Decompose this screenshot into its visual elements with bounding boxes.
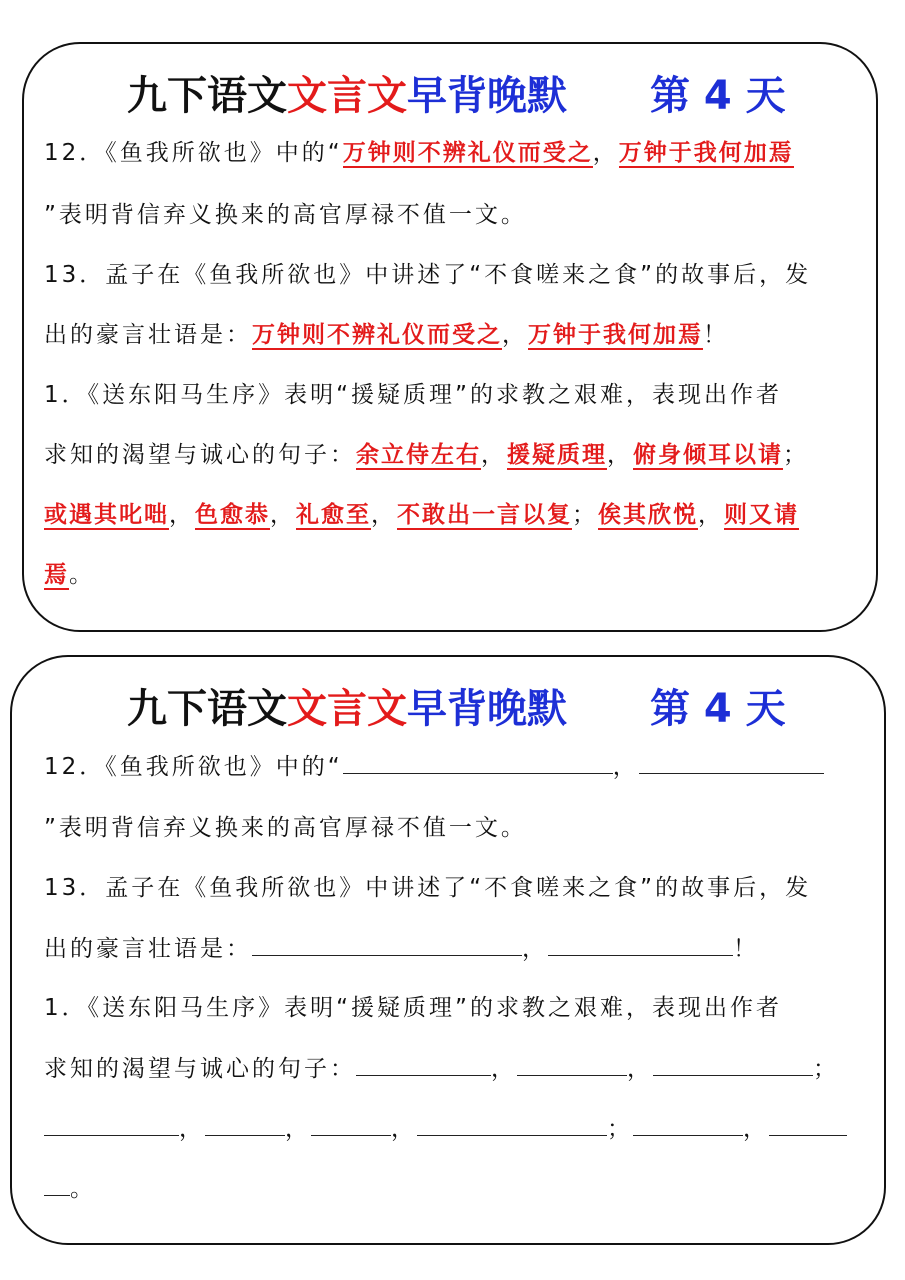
punct-comma: ， [698, 502, 724, 528]
q12-prefix: 12．《鱼我所欲也》中的“ [44, 754, 343, 780]
q13-prefix: 出的豪言壮语是： [44, 936, 252, 962]
q1-blank-9[interactable] [769, 1113, 847, 1136]
title-part-grade: 九下语文 [127, 73, 287, 119]
title-part-recite: 早背晚默 [407, 686, 567, 732]
q1-answer-2: 援疑质理 [507, 442, 607, 468]
q1-line3 [44, 500, 799, 530]
q1-line1: 1．《送东阳马生序》表明“援疑质理”的求教之艰难，表现出作者 [44, 382, 782, 408]
punct-comma: ， [607, 442, 633, 468]
q13-sep: ， [522, 936, 548, 962]
punct-comma: ， [270, 502, 296, 528]
q1-blank-8[interactable] [633, 1113, 743, 1136]
punct-comma: ， [169, 502, 195, 528]
card-title [24, 68, 876, 124]
q12-line2: ”表明背信弃义换来的高官厚禄不值一文。 [44, 202, 527, 228]
punct-comma: ， [481, 442, 507, 468]
q1-answer-4: 或遇其叱咄 [44, 502, 169, 528]
punct-semicolon: ； [783, 442, 809, 468]
q12-sep: ， [612, 754, 639, 780]
q1-prefix: 求知的渴望与诚心的句子： [44, 1056, 356, 1082]
q1-answer-5: 色愈恭 [195, 502, 270, 528]
title-part-recite: 早背晚默 [407, 73, 567, 119]
q13-answer-1: 万钟则不辨礼仪而受之 [252, 322, 502, 348]
q1-blank-2[interactable] [517, 1053, 627, 1076]
q1-line2 [44, 1053, 839, 1084]
q1-answer-1: 余立侍左右 [356, 442, 481, 468]
q12-answer-2: 万钟于我何加焉 [618, 140, 794, 166]
q12-line2: ”表明背信弃义换来的高官厚禄不值一文。 [44, 815, 527, 841]
q1-blank-6[interactable] [311, 1113, 391, 1136]
q1-answer-10: 焉 [44, 562, 69, 588]
title-part-grade: 九下语文 [127, 686, 287, 732]
q1-answer-9: 则又请 [724, 502, 799, 528]
q1-line3 [44, 1113, 847, 1144]
q1-blank-4[interactable] [44, 1113, 179, 1136]
q13-line2 [44, 933, 759, 964]
q13-line1: 13．孟子在《鱼我所欲也》中讲述了“不食嗟来之食”的故事后，发 [44, 875, 812, 901]
punct-comma: ， [743, 1116, 769, 1142]
punct-comma: ， [285, 1116, 311, 1142]
q1-blank-1[interactable] [356, 1053, 491, 1076]
punct-comma: ， [627, 1056, 653, 1082]
q13-prefix: 出的豪言壮语是： [44, 322, 252, 348]
punct-period: 。 [70, 1176, 96, 1202]
q13-end: ！ [733, 936, 759, 962]
q13-sep: ， [502, 322, 528, 348]
punct-comma: ， [179, 1116, 205, 1142]
q1-answer-8: 俟其欣悦 [598, 502, 698, 528]
title-day: 第 4 天 [650, 73, 786, 119]
q1-blank-10[interactable] [44, 1173, 70, 1196]
q12-prefix: 12．《鱼我所欲也》中的“ [44, 140, 343, 166]
q13-end: ！ [703, 322, 729, 348]
title-day: 第 4 天 [650, 686, 786, 732]
q1-line4 [44, 1173, 96, 1204]
punct-semicolon: ； [813, 1056, 839, 1082]
q1-blank-5[interactable] [205, 1113, 285, 1136]
q12-blank-2[interactable] [639, 751, 824, 774]
q12-line1 [44, 138, 794, 168]
q13-line2 [44, 320, 729, 350]
punct-period: 。 [69, 562, 95, 588]
q12-blank-1[interactable] [343, 751, 613, 774]
answer-card [22, 42, 878, 632]
q1-answer-6: 礼愈至 [296, 502, 371, 528]
title-part-classical: 文言文 [287, 73, 407, 119]
q1-line2 [44, 440, 809, 470]
q1-line1: 1．《送东阳马生序》表明“援疑质理”的求教之艰难，表现出作者 [44, 995, 782, 1021]
q13-blank-2[interactable] [548, 933, 733, 956]
card-title [12, 681, 884, 737]
q12-sep: ， [592, 140, 619, 166]
punct-comma: ， [391, 1116, 417, 1142]
q13-answer-2: 万钟于我何加焉 [528, 322, 703, 348]
q1-blank-7[interactable] [417, 1113, 607, 1136]
punct-semicolon: ； [607, 1116, 633, 1142]
punct-comma: ， [371, 502, 397, 528]
q13-blank-1[interactable] [252, 933, 522, 956]
q13-line1: 13．孟子在《鱼我所欲也》中讲述了“不食嗟来之食”的故事后，发 [44, 262, 812, 288]
q1-blank-3[interactable] [653, 1053, 813, 1076]
blank-card [10, 655, 886, 1245]
q1-line4 [44, 560, 95, 590]
q1-answer-3: 俯身倾耳以请 [633, 442, 783, 468]
title-part-classical: 文言文 [287, 686, 407, 732]
q1-prefix: 求知的渴望与诚心的句子： [44, 442, 356, 468]
q12-answer-1: 万钟则不辨礼仪而受之 [342, 140, 593, 166]
q12-line1 [44, 751, 824, 782]
q1-answer-7: 不敢出一言以复 [397, 502, 572, 528]
punct-comma: ， [491, 1056, 517, 1082]
punct-semicolon: ； [572, 502, 598, 528]
